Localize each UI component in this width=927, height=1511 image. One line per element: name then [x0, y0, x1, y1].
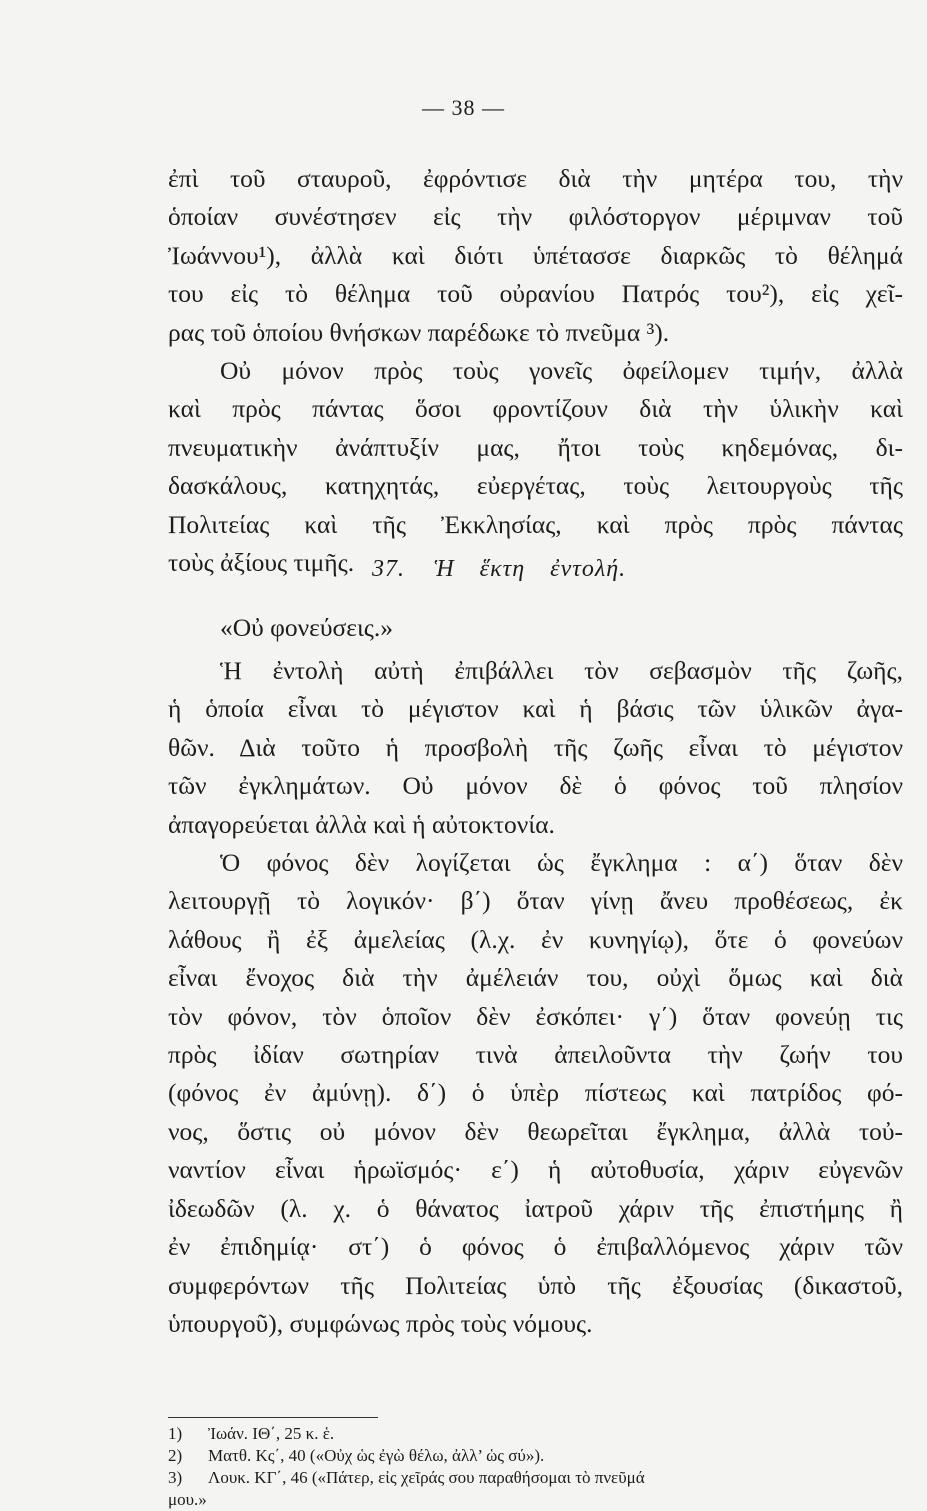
text-line: νος, ὅστις οὐ μόνον δὲν θεωρεῖται ἔγκλημα, ἀλλὰ τοὐ- — [168, 1116, 903, 1146]
text-line: (φόνος ἐν ἀμύνῃ). δ΄) ὁ ὑπὲρ πίστεως καὶ πατρίδος φό- — [168, 1078, 903, 1108]
text-line: ἰδεωδῶν (λ. χ. ὁ θάνατος ἰατροῦ χάριν τῆς ἐπιστήμης ἢ — [168, 1193, 903, 1223]
text-line: Πολιτείας καὶ τῆς Ἐκκλησίας, καὶ πρὸς πρὸς πάντας — [168, 509, 903, 539]
text-line: πνευματικὴν ἀνάπτυξίν μας, ἤτοι τοὺς κηδεμόνας, δι- — [168, 432, 903, 462]
text-line: ἡ ὁποία εἶναι τὸ μέγιστον καὶ ἡ βάσις τῶν ὑλικῶν ἀγα- — [168, 694, 903, 724]
text-line: δασκάλους, κατηχητάς, εὐεργέτας, τοὺς λειτουργοὺς τῆς — [168, 471, 903, 501]
footnote — [168, 1423, 903, 1445]
footnote-text: Ματθ. Κς΄, 40 («Οὐχ ὡς ἐγὼ θέλω, ἀλλ’ ὡς σύ»). — [208, 1446, 545, 1465]
text-line: Ἡ ἐντολὴ αὐτὴ ἐπιβάλλει τὸν σεβασμὸν τῆς ζωῆς, — [220, 656, 903, 685]
text-line: ἀπαγορεύεται ἀλλὰ καὶ ἡ αὐτοκτονία. — [168, 809, 555, 839]
footnote — [168, 1467, 903, 1489]
text-line: λάθους ἢ ἐξ ἀμελείας (λ.χ. ἐν κυνηγίῳ), ὅτε ὁ φονεύων — [168, 924, 903, 954]
text-line: εἶναι ἔνοχος διὰ τὴν ἀμέλειάν του, οὐχὶ ὅμως καὶ διὰ — [168, 963, 903, 993]
text-line: ὑπουργοῦ), συμφώνως πρὸς τοὺς νόμους. — [168, 1308, 593, 1338]
text-line: Οὐ μόνον πρὸς τοὺς γονεῖς ὀφείλομεν τιμήν, ἀλλὰ — [220, 356, 903, 386]
text-line: ρας τοῦ ὁποίου θνήσκων παρέδωκε τὸ πνεῦμα ³). — [168, 317, 670, 347]
text-line: πρὸς ἰδίαν σωτηρίαν τινὰ ἀπειλοῦντα τὴν ζωήν του — [168, 1040, 903, 1070]
text-line: τοὺς ἀξίους τιμῆς. — [168, 548, 355, 578]
text-line: ἐπὶ τοῦ σταυροῦ, ἐφρόντισε διὰ τὴν μητέρα του, τὴν — [168, 164, 903, 193]
footnote-text: Λουκ. ΚΓ΄, 46 («Πάτερ, εἰς χεῖράς σου παραθήσομαι τὸ πνεῦμά — [208, 1468, 645, 1487]
footnote-number: 3) — [168, 1468, 183, 1487]
text-line: ναντίον εἶναι ἡρωϊσμός· ε΄) ἡ αὐτοθυσία, χάριν εὐγενῶν — [168, 1155, 903, 1185]
body-text-bottom — [168, 652, 903, 1343]
text-line: συμφερόντων τῆς Πολιτείας ὑπὸ τῆς ἐξουσίας (δικαστοῦ, — [168, 1270, 903, 1300]
section-number: 37. — [372, 556, 405, 582]
text-line: καὶ πρὸς πάντας ὅσοι φροντίζουν διὰ τὴν ὑλικὴν καὶ — [168, 394, 903, 424]
page-number: — 38 — — [422, 95, 505, 120]
footnote-divider — [168, 1417, 378, 1418]
text-line: λειτουργῇ τὸ λογικόν· β΄) ὅταν γίνῃ ἄνευ προθέσεως, ἐκ — [168, 886, 903, 916]
text-line: τῶν ἐγκλημάτων. Οὐ μόνον δὲ ὁ φόνος τοῦ πλησίον — [168, 771, 903, 801]
footnote-number: 2) — [168, 1446, 183, 1465]
footnote-number: 1) — [168, 1424, 183, 1443]
text-line: του εἰς τὸ θέλημα τοῦ οὐρανίου Πατρός του²), εἰς χεῖ- — [168, 279, 903, 309]
body-text-top — [168, 160, 903, 582]
footnote — [168, 1445, 903, 1467]
text-line: θῶν. Διὰ τοῦτο ἡ προσβολὴ τῆς ζωῆς εἶναι τὸ μέγιστον — [168, 732, 903, 762]
text-line: τὸν φόνον, τὸν ὁποῖον δὲν ἐσκόπει· γ΄) ὅταν φονεύῃ τις — [168, 1001, 903, 1031]
text-line: ἐν ἐπιδημίᾳ· στ΄) ὁ φόνος ὁ ἐπιβαλλόμενος χάριν τῶν — [168, 1232, 903, 1262]
section-title: Ἡ ἕκτη ἐντολή. — [434, 556, 627, 582]
footnote-text: μου.» — [168, 1490, 207, 1509]
text-line: ὁποίαν συνέστησεν εἰς τὴν φιλόστοργον μέριμναν τοῦ — [168, 202, 903, 232]
text-line: Ὁ φόνος δὲν λογίζεται ὡς ἔγκλημα : α΄) ὅταν δὲν — [220, 848, 903, 878]
footnotes — [168, 1423, 903, 1511]
footnote-text: Ἰωάν. ΙΘ΄, 25 κ. ἑ. — [208, 1424, 335, 1443]
section-heading — [372, 556, 626, 583]
footnote-continuation — [168, 1489, 903, 1511]
commandment-quote: «Οὐ φονεύσεις.» — [220, 613, 394, 642]
text-line: Ἰωάννου¹), ἀλλὰ καὶ διότι ὑπέτασσε διαρκῶς τὸ θέλημά — [168, 240, 903, 270]
